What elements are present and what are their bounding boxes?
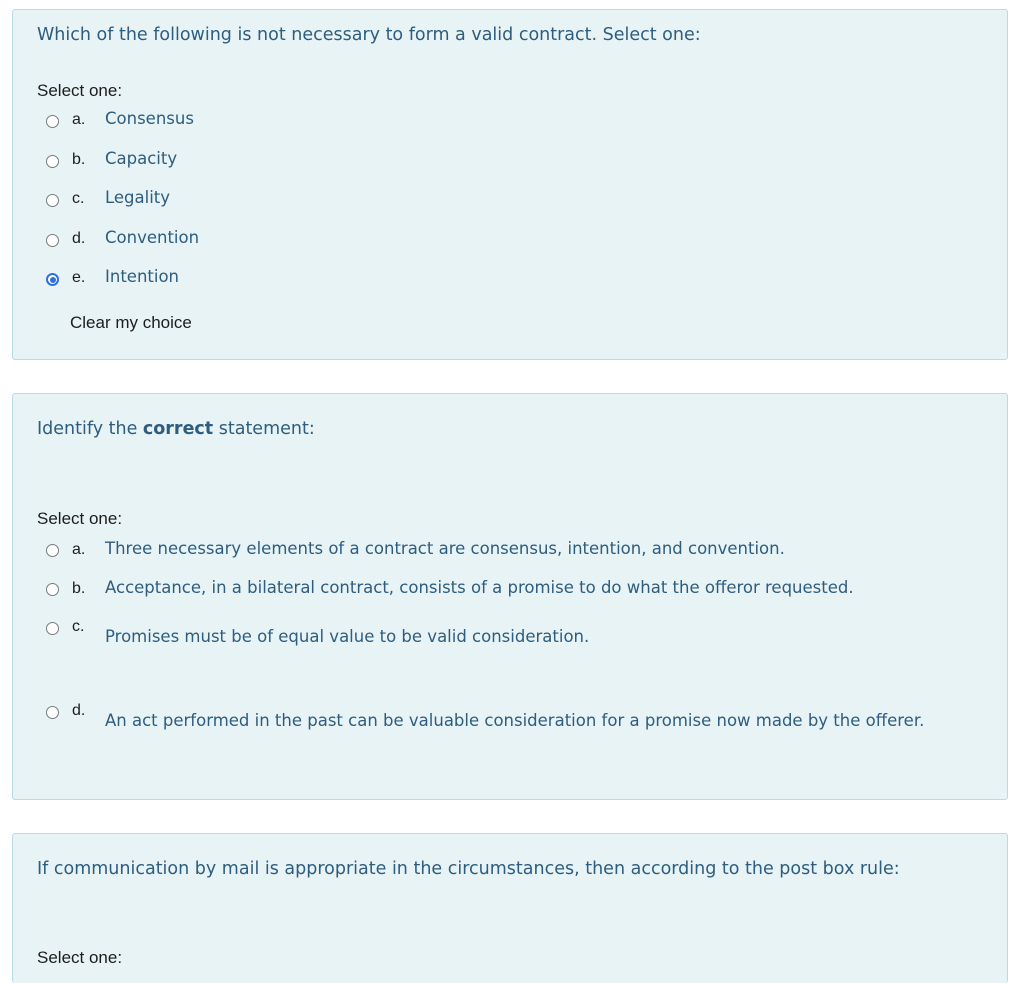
option-label-d[interactable]: An act performed in the past can be valuable consideration for a promise now made by the offerer. [105, 711, 925, 730]
radio-option-e-selected[interactable] [46, 273, 59, 286]
option-letter: a. [72, 541, 86, 558]
select-one-prompt: Select one: [37, 948, 123, 967]
option-letter: c. [72, 618, 85, 635]
radio-option-d[interactable] [46, 234, 59, 247]
question-text-before: Identify the [37, 419, 143, 439]
radio-option-c[interactable] [46, 622, 59, 635]
option-label-convention[interactable]: Convention [105, 228, 200, 247]
option-letter: b. [72, 580, 86, 597]
option-letter: e. [72, 269, 86, 286]
question-text-bold: correct [142, 419, 214, 439]
question-card-2 [12, 393, 1008, 800]
question-text: If communication by mail is appropriate in the circumstances, then according to the post box rule: [37, 859, 900, 879]
question-card-3 [12, 833, 1008, 983]
option-letter: d. [72, 230, 86, 247]
question-text-after: statement: [213, 419, 315, 439]
option-letter: c. [72, 190, 85, 207]
option-letter: a. [72, 111, 86, 128]
radio-option-a[interactable] [46, 544, 59, 557]
question-text: Which of the following is not necessary to form a valid contract. Select one: [37, 25, 701, 45]
option-label-legality[interactable]: Legality [105, 188, 171, 207]
radio-option-b[interactable] [46, 583, 59, 596]
option-letter: d. [72, 702, 86, 719]
option-label-c[interactable]: Promises must be of equal value to be valid consideration. [105, 627, 590, 646]
option-letter: b. [72, 151, 86, 168]
option-label-intention[interactable]: Intention [105, 267, 180, 286]
option-label-b[interactable]: Acceptance, in a bilateral contract, consists of a promise to do what the offeror requested. [105, 578, 854, 597]
option-label-capacity[interactable]: Capacity [105, 149, 178, 168]
radio-option-b[interactable] [46, 155, 59, 168]
option-label-consensus[interactable]: Consensus [105, 109, 194, 128]
radio-option-c[interactable] [46, 194, 59, 207]
radio-option-d[interactable] [46, 706, 59, 719]
question-text [37, 419, 315, 439]
radio-option-a[interactable] [46, 115, 59, 128]
select-one-prompt: Select one: [37, 509, 123, 528]
option-label-a[interactable]: Three necessary elements of a contract are consensus, intention, and convention. [105, 539, 785, 558]
clear-choice-link[interactable]: Clear my choice [70, 313, 192, 332]
question-card-1 [12, 9, 1008, 360]
select-one-prompt: Select one: [37, 81, 123, 100]
